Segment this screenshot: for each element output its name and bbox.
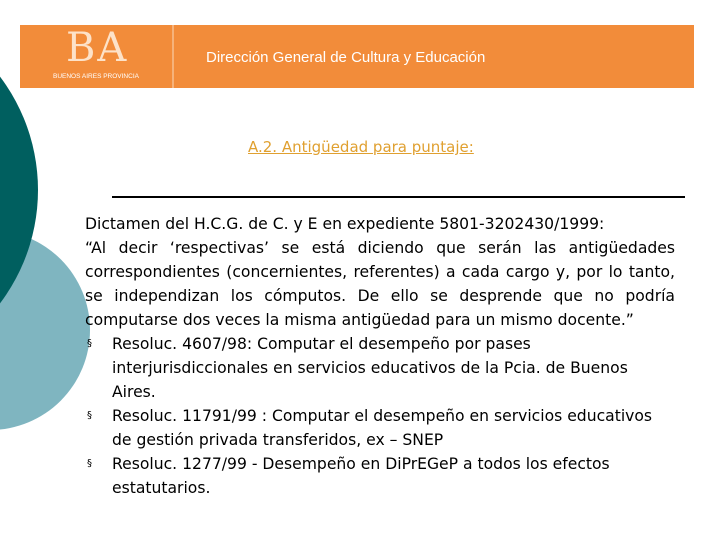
header-banner	[20, 25, 694, 88]
bullet-icon: §	[87, 338, 92, 349]
logo	[20, 25, 170, 88]
quote-paragraph: “Al decir ‘respectivas’ se está diciendo que serán las antigüedades correspondientes (concernientes, referentes) a cada cargo y, por lo tanto, se independizan los cómputos. De ello se desprende que no podría computarse dos veces la misma antigüedad para un mismo docente.”	[85, 239, 675, 329]
bullet-icon: §	[87, 410, 92, 421]
logo-subtitle: BUENOS AIRES PROVINCIA	[53, 73, 139, 80]
list-item	[85, 404, 675, 452]
list-item	[85, 332, 675, 404]
resolution-list	[85, 332, 675, 500]
content-body	[85, 212, 675, 500]
list-item-text: Resoluc. 11791/99 : Computar el desempeño en servicios educativos de gestión privada transferidos, ex – SNEP	[112, 407, 653, 449]
logo-mark: BA	[66, 25, 129, 71]
banner-title: Dirección General de Cultura y Educación	[206, 49, 486, 66]
horizontal-rule	[112, 196, 685, 198]
dictamen-paragraph: Dictamen del H.C.G. de C. y E en expediente 5801-3202430/1999:	[85, 215, 605, 233]
section-title: A.2. Antigüedad para puntaje:	[248, 138, 474, 156]
list-item	[85, 452, 675, 500]
bullet-icon: §	[87, 458, 92, 469]
list-item-text: Resoluc. 4607/98: Computar el desempeño por pases interjurisdiccionales en servicios educativos de la Pcia. de Buenos Aires.	[112, 335, 628, 401]
list-item-text: Resoluc. 1277/99 - Desempeño en DiPrEGeP a todos los efectos estatutarios.	[112, 455, 610, 497]
banner-divider	[172, 25, 174, 88]
